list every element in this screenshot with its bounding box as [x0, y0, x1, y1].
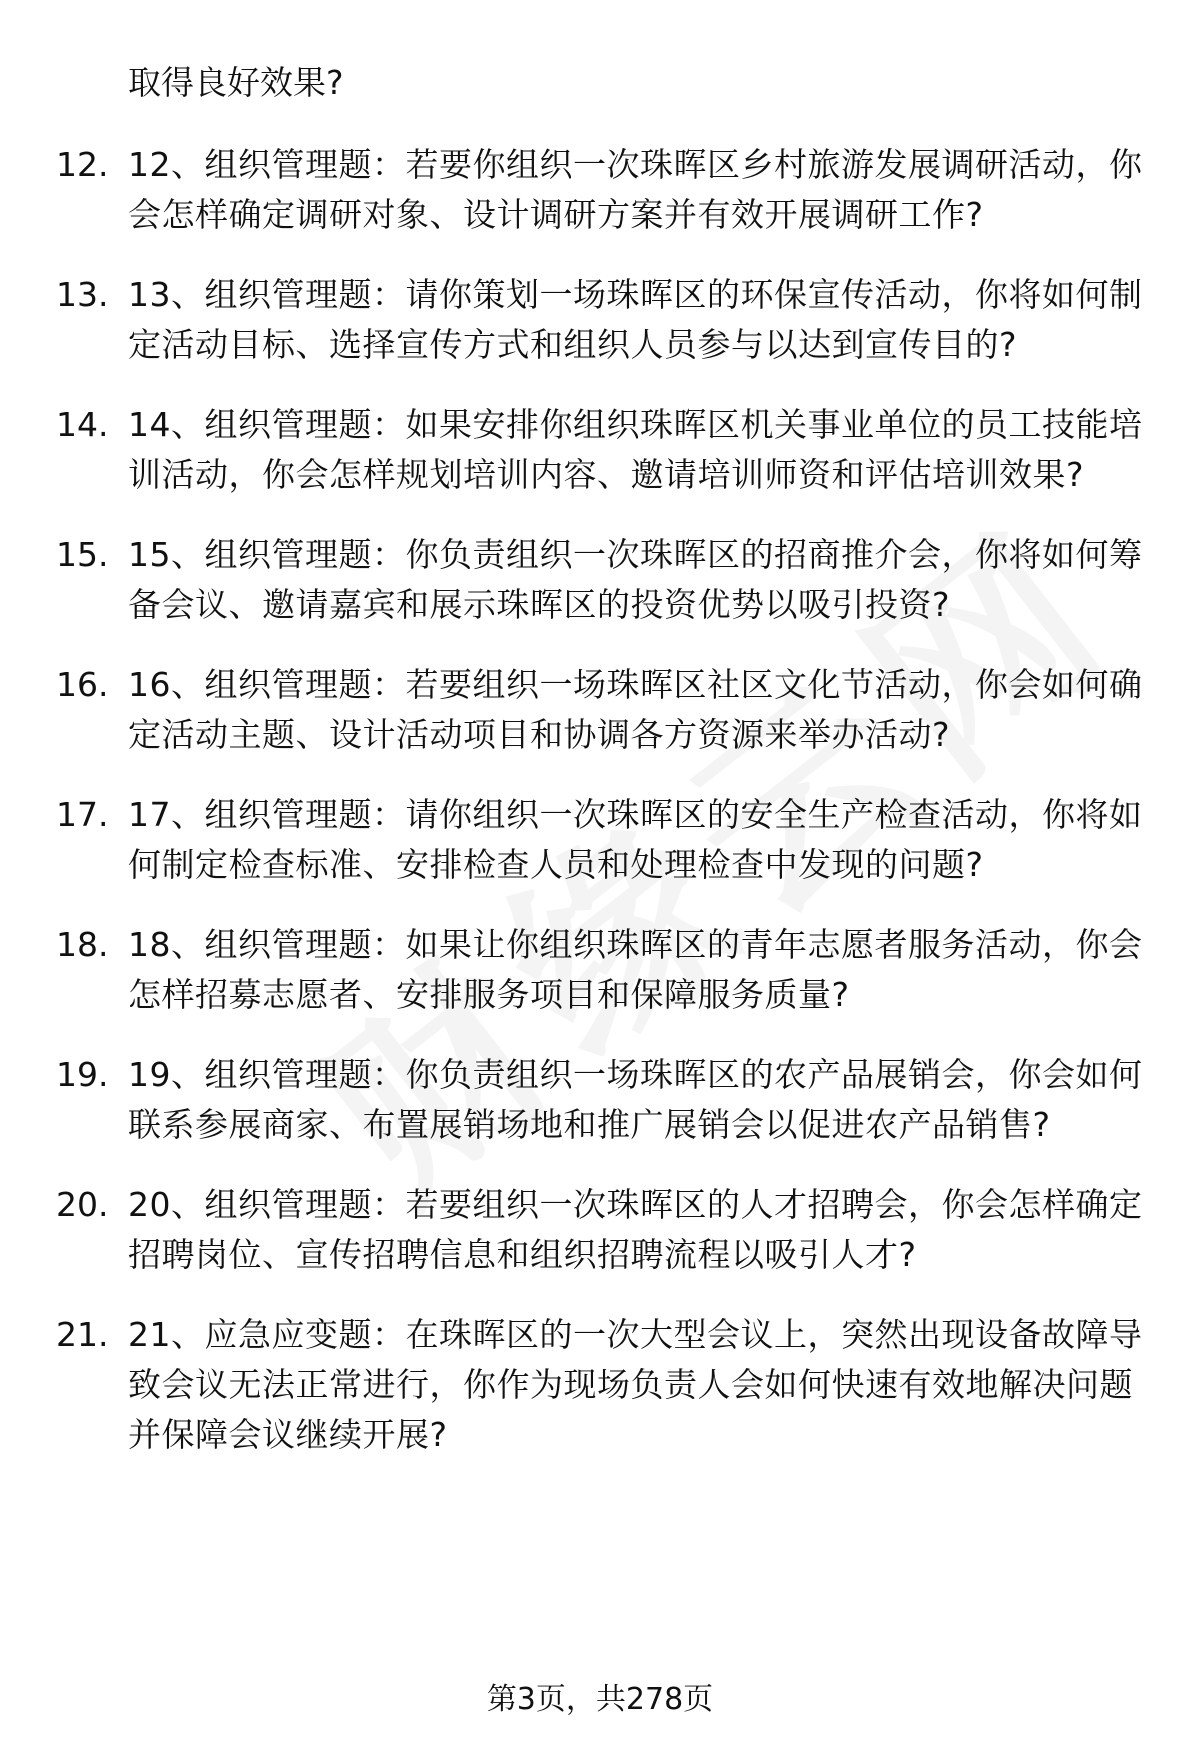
previous-question-continuation: 取得良好效果?	[128, 63, 344, 102]
question-item	[0, 140, 1200, 240]
question-item	[0, 270, 1200, 370]
question-item	[0, 1310, 1200, 1460]
question-text: 14、组织管理题：如果安排你组织珠晖区机关事业单位的员工技能培训活动，你会怎样规划培训内容、邀请培训师资和评估培训效果?	[128, 405, 1143, 494]
question-text: 12、组织管理题：若要你组织一次珠晖区乡村旅游发展调研活动，你会怎样确定调研对象、设计调研方案并有效开展调研工作?	[128, 145, 1143, 234]
question-number: 16.	[56, 665, 109, 704]
question-text: 18、组织管理题：如果让你组织珠晖区的青年志愿者服务活动，你会怎样招募志愿者、安排服务项目和保障服务质量?	[128, 925, 1143, 1014]
page-footer: 第3页，共278页	[486, 1682, 714, 1717]
question-text: 13、组织管理题：请你策划一场珠晖区的环保宣传活动，你将如何制定活动目标、选择宣传方式和组织人员参与以达到宣传目的?	[128, 275, 1143, 364]
question-text: 21、应急应变题：在珠晖区的一次大型会议上，突然出现设备故障导致会议无法正常进行，你作为现场负责人会如何快速有效地解决问题并保障会议继续开展?	[128, 1315, 1143, 1454]
question-text: 17、组织管理题：请你组织一次珠晖区的安全生产检查活动，你将如何制定检查标准、安排检查人员和处理检查中发现的问题?	[128, 795, 1143, 884]
question-number: 19.	[56, 1055, 109, 1094]
question-item	[0, 1180, 1200, 1280]
question-text: 20、组织管理题：若要组织一次珠晖区的人才招聘会，你会怎样确定招聘岗位、宣传招聘信息和组织招聘流程以吸引人才?	[128, 1185, 1143, 1274]
question-number: 17.	[56, 795, 109, 834]
question-number: 20.	[56, 1185, 109, 1224]
question-item	[0, 660, 1200, 760]
question-text: 19、组织管理题：你负责组织一场珠晖区的农产品展销会，你会如何联系参展商家、布置展销场地和推广展销会以促进农产品销售?	[128, 1055, 1143, 1144]
question-number: 12.	[56, 145, 109, 184]
question-number: 15.	[56, 535, 109, 574]
question-number: 18.	[56, 925, 109, 964]
question-item	[0, 920, 1200, 1020]
question-item	[0, 1050, 1200, 1150]
question-text: 16、组织管理题：若要组织一场珠晖区社区文化节活动，你会如何确定活动主题、设计活动项目和协调各方资源来举办活动?	[128, 665, 1143, 754]
question-item	[0, 790, 1200, 890]
question-item	[0, 530, 1200, 630]
question-item	[0, 400, 1200, 500]
question-number: 13.	[56, 275, 109, 314]
question-number: 14.	[56, 405, 109, 444]
question-number: 21.	[56, 1315, 109, 1354]
question-list	[0, 140, 1200, 1490]
question-text: 15、组织管理题：你负责组织一次珠晖区的招商推介会，你将如何筹备会议、邀请嘉宾和展示珠晖区的投资优势以吸引投资?	[128, 535, 1143, 624]
